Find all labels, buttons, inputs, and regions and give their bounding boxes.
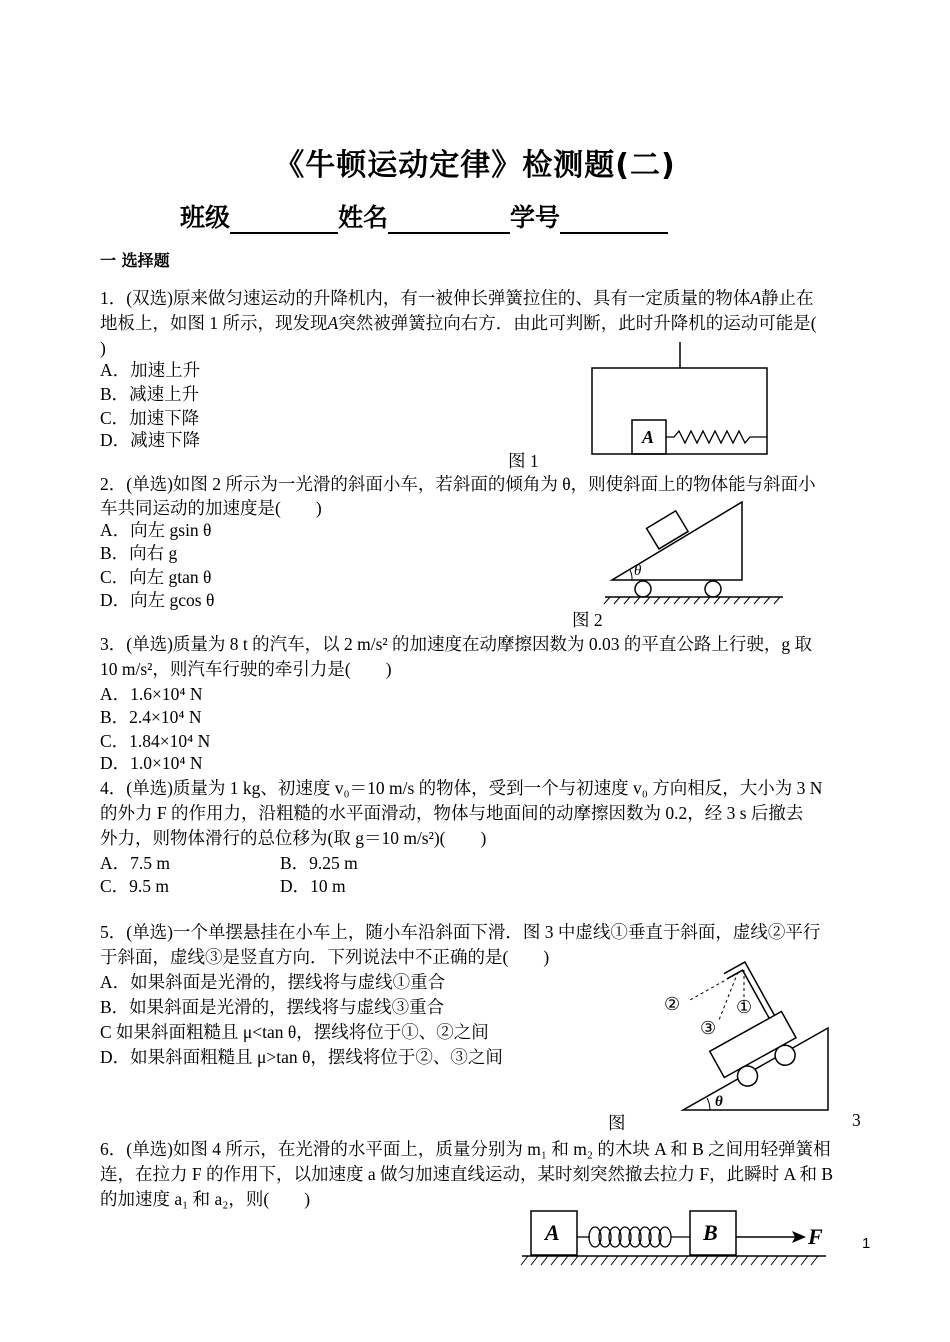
q4-option-d: D．10 m	[280, 876, 346, 896]
page-number: 1	[862, 1235, 871, 1252]
figure-3-mark-3: ③	[700, 1018, 717, 1038]
q4-line2: 的外力 F 的作用力，沿粗糙的水平面滑动，物体与地面间的动摩擦因数为 0.2，经 3 s 后撤去	[100, 803, 804, 823]
q3-option-b: B．2.4×10⁴ N	[100, 707, 202, 727]
id-label: 学号	[510, 203, 561, 232]
figure-3-angle-label: θ	[715, 1094, 723, 1110]
figure-2-caption: 图 2	[572, 610, 603, 630]
name-label: 姓名	[338, 203, 389, 232]
figure-4-label-b: B	[703, 1220, 718, 1245]
figure-4-spring	[577, 1227, 690, 1247]
q4-option-b: B．9.25 m	[280, 853, 358, 873]
q5-option-c: C 如果斜面粗糙且 μ<tan θ，摆线将位于①、②之间	[100, 1022, 489, 1042]
q1-option-b: B．减速上升	[100, 384, 200, 404]
q5-option-a: A．如果斜面是光滑的，摆线将与虚线①重合	[100, 972, 446, 992]
q1-line2: 地板上，如图 1 所示，现发现A突然被弹簧拉向右方．由此可判断，此时升降机的运动可能是(	[100, 313, 817, 333]
figure-3-mark-1: ①	[736, 997, 753, 1017]
q1-line3: )	[100, 338, 106, 358]
q1-line1: 1．(双选)原来做匀速运动的升降机内，有一被伸长弹簧拉住的、具有一定质量的物体A静止在	[100, 288, 814, 308]
q1-option-c: C．加速下降	[100, 408, 200, 428]
figure-2-angle-label: θ	[634, 563, 642, 579]
figure-4-label-a: A	[545, 1220, 560, 1245]
q2-option-c: C．向左 gtan θ	[100, 567, 212, 587]
q4-option-c: C．9.5 m	[100, 876, 170, 896]
q3-option-c: C．1.84×10⁴ N	[100, 731, 211, 751]
q2-option-a: A．向左 gsin θ	[100, 520, 212, 540]
q3-option-a: A．1.6×10⁴ N	[100, 684, 203, 704]
figure-3-mark-2: ②	[664, 994, 681, 1014]
figure-1-block-label: A	[642, 427, 655, 447]
q3-option-d: D．1.0×10⁴ N	[100, 753, 203, 773]
q1-option-d: D．减速下降	[100, 430, 201, 450]
q4-line3: 外力，则物体滑行的总位移为(取 g＝10 m/s²)( )	[100, 828, 487, 848]
q6-line1: 6．(单选)如图 4 所示，在光滑的水平面上，质量分别为 m₁ 和 m₂ 的木块 A 和 B 之间用轻弹簧相	[100, 1139, 831, 1159]
q2-line1: 2．(单选)如图 2 所示为一光滑的斜面小车，若斜面的倾角为 θ，则使斜面上的物体能与斜面小	[100, 474, 816, 494]
q5-option-b: B．如果斜面是光滑的，摆线将与虚线③重合	[100, 997, 445, 1017]
q2-line2: 车共同运动的加速度是( )	[100, 498, 322, 518]
class-label: 班级	[180, 203, 231, 232]
q1-option-a: A．加速上升	[100, 360, 201, 380]
figure-4-label-f: F	[808, 1224, 823, 1249]
q4-option-a: A．7.5 m	[100, 853, 170, 873]
q2-option-d: D．向左 gcos θ	[100, 590, 215, 610]
q3-line1: 3．(单选)质量为 8 t 的汽车，以 2 m/s² 的加速度在动摩擦因数为 0.03 的平直公路上行驶，g 取	[100, 634, 813, 654]
section-heading: 一 选择题	[100, 251, 170, 270]
figure-1-caption: 图 1	[508, 451, 539, 471]
page-title: 《牛顿运动定律》检测题(二)	[274, 148, 676, 183]
q3-line2: 10 m/s²，则汽车行驶的牵引力是( )	[100, 659, 392, 679]
q2-option-b: B．向右 g	[100, 543, 178, 563]
q5-line2: 于斜面，虚线③是竖直方向．下列说法中不正确的是( )	[100, 947, 550, 967]
figure-3-caption-left: 图	[608, 1113, 626, 1133]
q5-line1: 5．(单选)一个单摆悬挂在小车上，随小车沿斜面下滑．图 3 中虚线①垂直于斜面，虚线②平行	[100, 922, 821, 942]
q4-line1: 4．(单选)质量为 1 kg、初速度 v₀＝10 m/s 的物体，受到一个与初速度 v₀ 方向相反，大小为 3 N	[100, 778, 823, 798]
q6-line2: 连，在拉力 F 的作用下，以加速度 a 做匀加速直线运动，某时刻突然撤去拉力 F，此瞬时 A 和 B	[100, 1164, 834, 1184]
q6-line3: 的加速度 a₁ 和 a₂，则( )	[100, 1189, 311, 1209]
q5-option-d: D．如果斜面粗糙且 μ>tan θ，摆线将位于②、③之间	[100, 1047, 503, 1067]
figure-3-caption-right: 3	[852, 1110, 861, 1130]
